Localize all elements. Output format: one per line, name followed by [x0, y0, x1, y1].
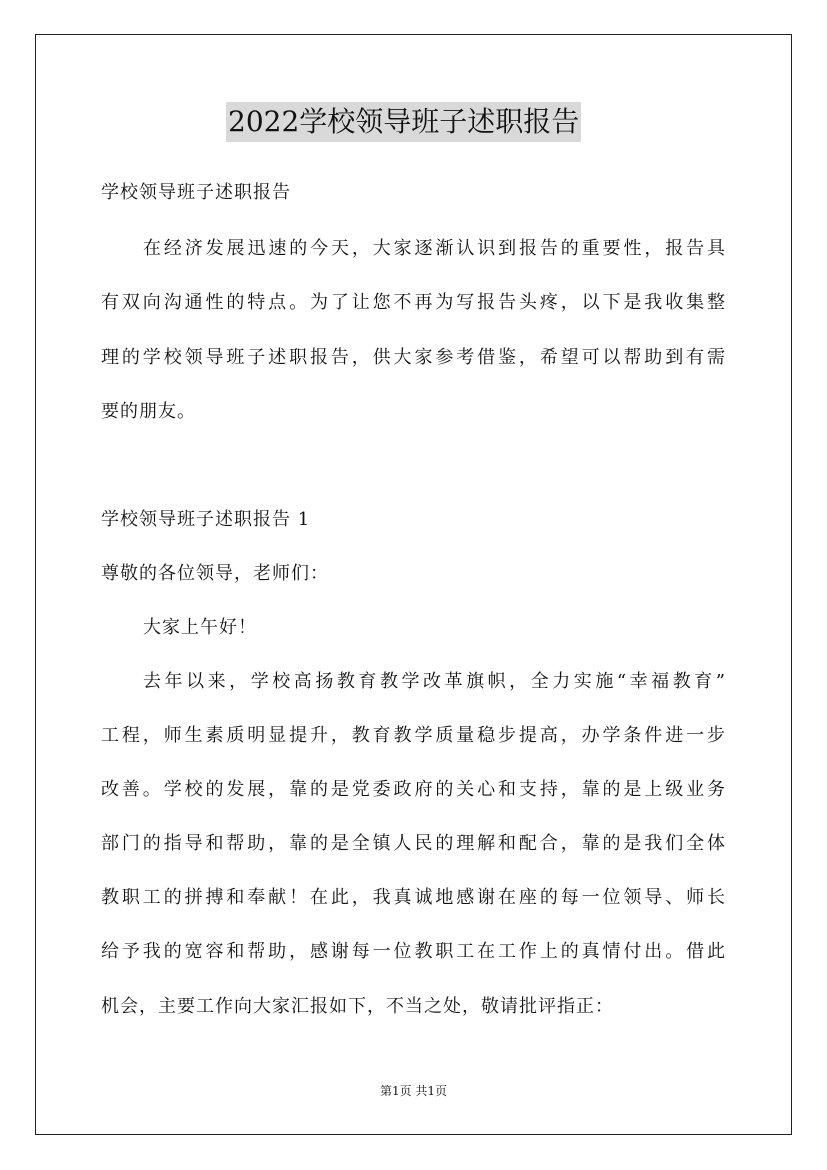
section-heading: 学校领导班子述职报告 1 [101, 509, 311, 530]
body-line: 部门的指导和帮助，靠的是全镇人民的理解和配合，靠的是我们全体 [101, 833, 725, 854]
body-line: 工程，师生素质明显提升，教育教学质量稳步提高，办学条件进一步 [101, 725, 725, 746]
body-line: 机会，主要工作向大家汇报如下，不当之处，敬请批评指正： [101, 996, 614, 1017]
document-title: 2022学校领导班子述职报告 [226, 102, 581, 142]
intro-line: 要的朋友。 [101, 401, 196, 422]
document-subtitle: 学校领导班子述职报告 [101, 182, 291, 203]
intro-line: 在经济发展迅速的今天，大家逐渐认识到报告的重要性，报告具 [143, 238, 725, 259]
body-line: 教职工的拼搏和奉献！在此，我真诚地感谢在座的每一位领导、师长 [101, 887, 725, 908]
salutation: 尊敬的各位领导，老师们： [101, 563, 329, 584]
body-line: 改善。学校的发展，靠的是党委政府的关心和支持，靠的是上级业务 [101, 779, 725, 800]
body-line: 去年以来，学校高扬教育教学改革旗帜，全力实施“幸福教育” [143, 671, 725, 692]
page-footer: 第1页 共1页 [379, 1084, 448, 1098]
intro-line: 理的学校领导班子述职报告，供大家参考借鉴，希望可以帮助到有需 [101, 347, 725, 368]
greeting: 大家上午好！ [143, 617, 257, 638]
intro-line: 有双向沟通性的特点。为了让您不再为写报告头疼，以下是我收集整 [101, 292, 725, 313]
body-line: 给予我的宽容和帮助，感谢每一位教职工在工作上的真情付出。借此 [101, 941, 725, 962]
